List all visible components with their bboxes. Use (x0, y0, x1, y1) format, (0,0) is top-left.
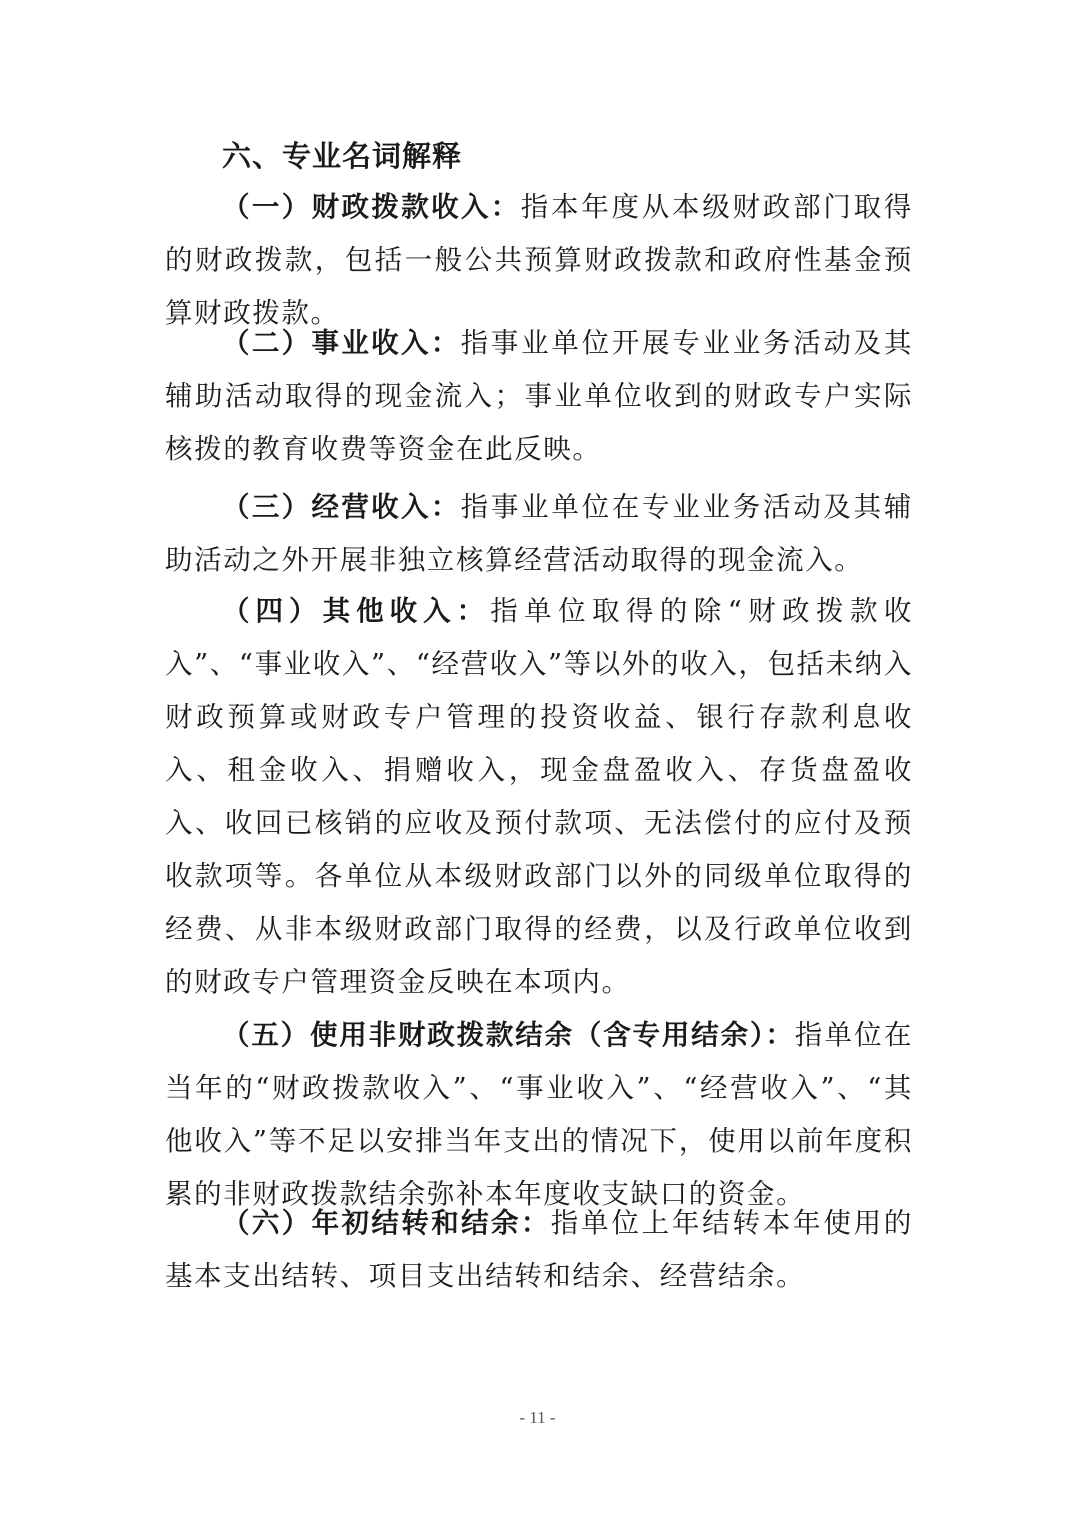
page-number: - 11 - (519, 1408, 556, 1427)
definition-term: （一）财政拨款收入： (222, 191, 521, 223)
definition-body: 指单位在当年的“财政拨款收入”、“事业收入”、“经营收入”、“其他收入”等不足以安排当年支出的情况下，使用以前年度积累的非财政拨款结余弥补本年度收支缺口的资金。 (165, 1019, 914, 1210)
section-heading: 六、专业名词解释 (222, 139, 463, 173)
definition-body: 指事业单位在专业业务活动及其辅助活动之外开展非独立核算经营活动取得的现金流入。 (165, 491, 913, 576)
definition-paragraph-5 (165, 1009, 913, 1221)
definition-body: 指事业单位开展专业业务活动及其辅助活动取得的现金流入；事业单位收到的财政专户实际核拨的教育收费等资金在此反映。 (165, 327, 913, 465)
definition-paragraph-2 (165, 317, 913, 476)
definition-term: （三）经营收入： (222, 491, 461, 523)
definition-body: 指本年度从本级财政部门取得的财政拨款，包括一般公共预算财政拨款和政府性基金预算财政拨款。 (165, 191, 913, 329)
definition-paragraph-3 (165, 481, 913, 587)
definition-paragraph-4 (165, 585, 913, 1009)
definition-body: 指单位上年结转本年使用的基本支出结转、项目支出结转和结余、经营结余。 (165, 1207, 913, 1292)
definition-term: （二）事业收入： (222, 327, 461, 359)
definition-term: （五）使用非财政拨款结余（含专用结余）： (222, 1019, 795, 1051)
definition-paragraph-6 (165, 1197, 913, 1303)
definition-body: 指单位取得的除“财政拨款收入”、“事业收入”、“经营收入”等以外的收入，包括未纳入财政预算或财政专户管理的投资收益、银行存款利息收入、租金收入、捐赠收入，现金盘盈收入、存货盘盈收入、收回已核销的应收及预付款项、无法偿付的应付及预收款项等。各单位从本级财政部门以外的同级单位取得的经费、从非本级财政部门取得的经费，以及行政单位收到的财政专户管理资金反映在本项内。 (165, 595, 913, 998)
definition-term: （四）其他收入： (222, 595, 491, 627)
definition-term: （六）年初结转和结余： (222, 1207, 551, 1239)
